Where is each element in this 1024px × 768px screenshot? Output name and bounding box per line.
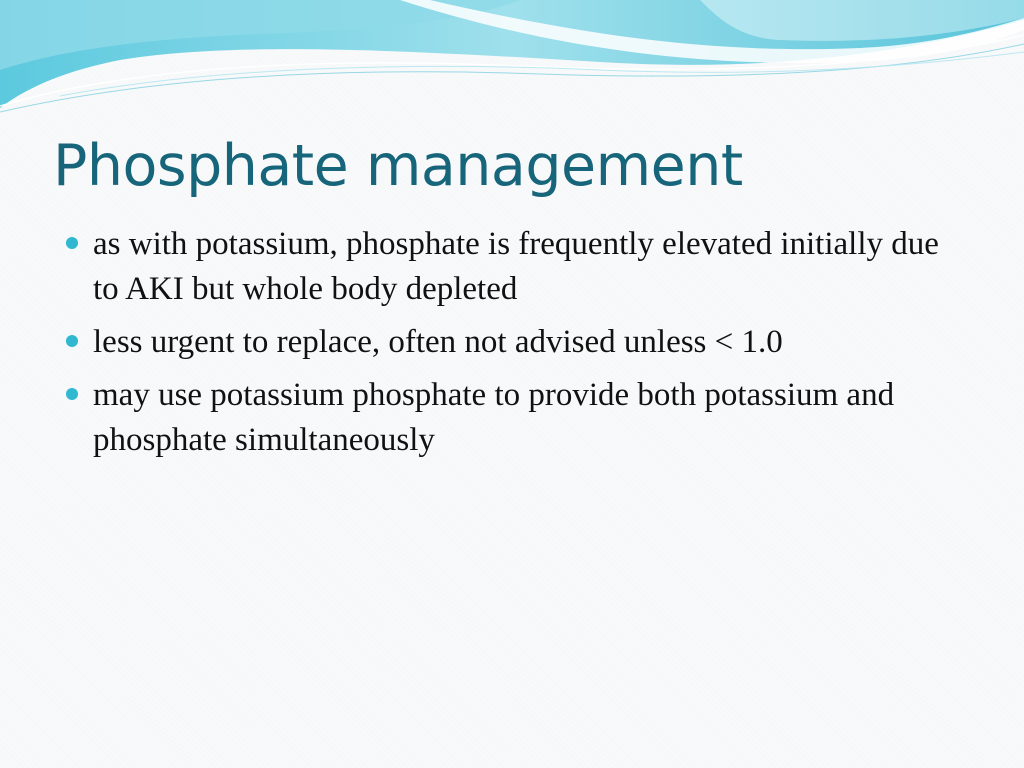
- bullet-text: less urgent to replace, often not advised unless < 1.0: [93, 324, 783, 360]
- header-wave-decoration: [0, 0, 1024, 120]
- bullet-icon: [66, 388, 78, 400]
- bullet-text: as with potassium, phosphate is frequently elevated initially due to AKI but whole body depleted: [93, 226, 939, 307]
- bullet-text: may use potassium phosphate to provide both potassium and phosphate simultaneously: [93, 377, 895, 458]
- slide-title: Phosphate management: [53, 133, 743, 199]
- bullet-icon: [66, 237, 78, 249]
- bullet-item: [62, 320, 962, 365]
- bullet-item: [62, 373, 962, 463]
- bullet-list: [62, 222, 962, 471]
- bullet-icon: [66, 335, 78, 347]
- bullet-item: [62, 222, 962, 312]
